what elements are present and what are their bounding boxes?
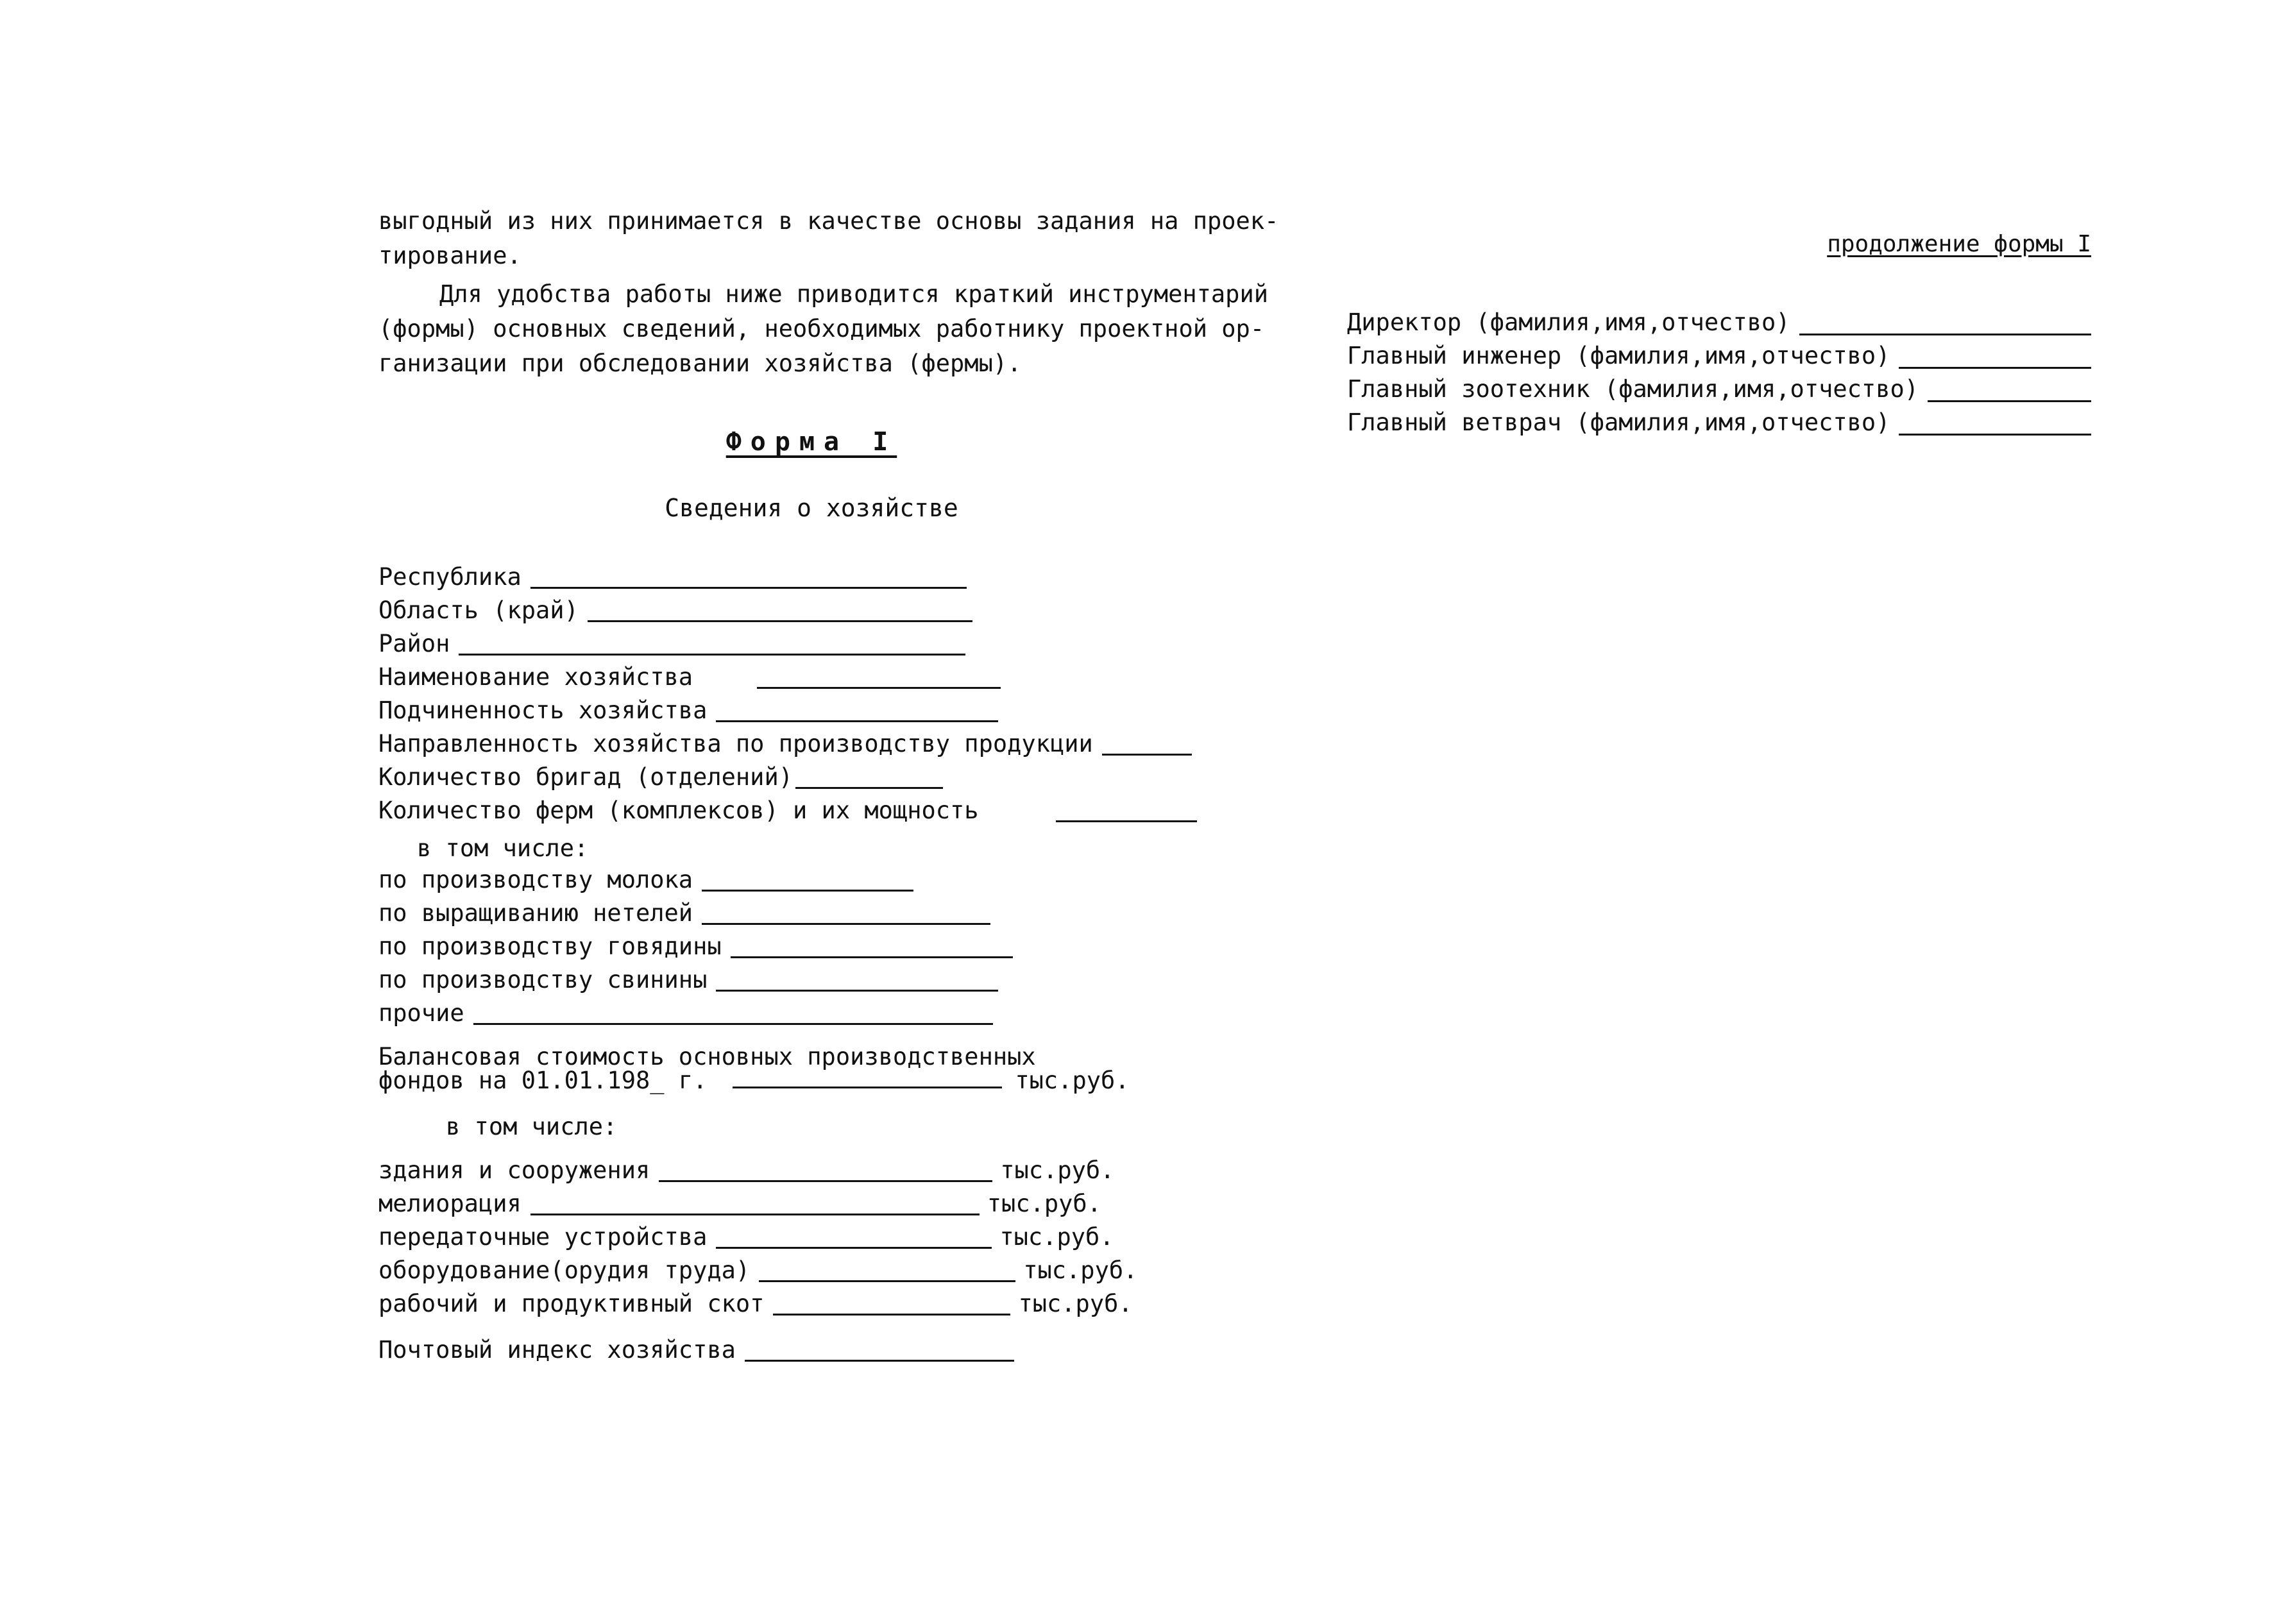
including-label: в том числе: [446,1112,618,1140]
asset-row [378,1190,1244,1223]
staff-label: Главный ветврач (фамилия,имя,отчество) [1347,409,1890,436]
fill-in-line[interactable] [530,1214,980,1215]
intro-line: Для удобства работы ниже приводится краткий инструментарий [439,280,1269,308]
farm-type-row [378,866,1244,899]
fill-in-line[interactable] [745,1360,1014,1362]
balance-line2: фондов на 01.01.198_ г. [378,1067,708,1094]
staff-label: Директор (фамилия,имя,отчество) [1347,309,1790,336]
field-label: Республика [378,563,522,591]
field-label: по производству свинины [378,966,708,994]
fill-in-line[interactable] [716,990,998,992]
field-label: рабочий и продуктивный скот [378,1290,765,1317]
balance-line1: Балансовая стоимость основных производственных [378,1043,1036,1070]
staff-row [1347,375,2091,409]
farm-type-row [378,999,1244,1033]
intro-line: (формы) основных сведений, необходимых работнику проектной ор- [378,315,1265,343]
postal-row [378,1336,1244,1369]
asset-row [378,1256,1244,1290]
field-label: по выращиванию нетелей [378,899,693,927]
field-label: оборудование(орудия труда) [378,1256,751,1284]
asset-row [378,1156,1244,1190]
fill-in-line[interactable] [757,687,1001,689]
fill-in-line[interactable] [773,1314,1010,1315]
fill-in-line[interactable] [716,720,998,722]
fill-in-line[interactable] [588,620,972,622]
left-column [378,204,1279,1369]
field-row [378,763,1244,797]
unit-label: тыс.руб. [1018,1290,1133,1317]
unit-label: тыс.руб. [1015,1067,1130,1094]
field-row [378,630,1244,663]
form-title: Форма I [725,427,897,457]
fill-in-line[interactable] [1899,434,2091,436]
farm-type-row [378,899,1244,933]
field-label: Количество бригад (отделений) [378,763,793,791]
continuation-heading: продолжение формы I [1827,231,2091,257]
intro-line: ганизации при обследовании хозяйства (фермы). [378,350,1022,377]
staff-row [1347,309,2091,342]
right-column [1347,231,2091,442]
form-subtitle: Сведения о хозяйстве [665,494,958,522]
field-label: по производству говядины [378,933,722,960]
field-label: здания и сооружения [378,1156,650,1184]
staff-label: Главный инженер (фамилия,имя,отчество) [1347,342,1890,369]
fill-in-line[interactable] [702,890,913,892]
field-row [378,663,1244,697]
field-label: Подчиненность хозяйства [378,697,708,724]
form-fields [378,563,1244,1369]
fill-in-line[interactable] [1056,820,1197,822]
fill-in-line[interactable] [659,1180,992,1182]
fill-in-line[interactable] [473,1023,993,1025]
including-label: в том числе: [417,834,589,862]
field-label: Область (край) [378,596,579,624]
field-row [378,730,1244,763]
field-label: Наименование хозяйства [378,663,693,691]
fill-in-line[interactable] [716,1247,992,1249]
unit-label: тыс.руб. [987,1190,1101,1217]
farm-type-row [378,966,1244,999]
staff-row [1347,409,2091,442]
fill-in-line[interactable] [1799,334,2091,335]
fill-in-line[interactable] [1102,754,1192,756]
fill-in-line[interactable] [1928,400,2091,402]
farm-type-row [378,933,1244,966]
fill-in-line[interactable] [795,787,943,789]
staff-row [1347,342,2091,375]
field-label: по производству молока [378,866,693,893]
balance-block [378,1045,1244,1092]
fill-in-line[interactable] [759,1280,1015,1282]
fill-in-line[interactable] [733,1069,1002,1088]
field-label: передаточные устройства [378,1223,708,1251]
field-row [378,596,1244,630]
staff-label: Главный зоотехник (фамилия,имя,отчество) [1347,375,1919,403]
field-label: Количество ферм (комплексов) и их мощность [378,797,979,824]
field-label: Направленность хозяйства по производству продукции [378,730,1093,757]
fill-in-line[interactable] [731,956,1013,958]
unit-label: тыс.руб. [1023,1256,1138,1284]
unit-label: тыс.руб. [1000,1156,1115,1184]
unit-label: тыс.руб. [999,1223,1114,1251]
field-row [378,797,1244,830]
fill-in-line[interactable] [530,587,967,589]
asset-row [378,1290,1244,1323]
intro-line: выгодный из них принимается в качестве основы задания на проек- [378,207,1279,235]
field-label: Район [378,630,450,657]
fill-in-line[interactable] [1899,367,2091,369]
fill-in-line[interactable] [459,654,965,656]
field-row [378,697,1244,730]
field-label: прочие [378,999,464,1027]
field-row [378,563,1244,596]
field-label: мелиорация [378,1190,522,1217]
balance-line2-row [378,1069,1244,1092]
field-label: Почтовый индекс хозяйства [378,1336,736,1364]
fill-in-line[interactable] [702,923,990,925]
asset-row [378,1223,1244,1256]
intro-line: тирование. [378,242,522,269]
